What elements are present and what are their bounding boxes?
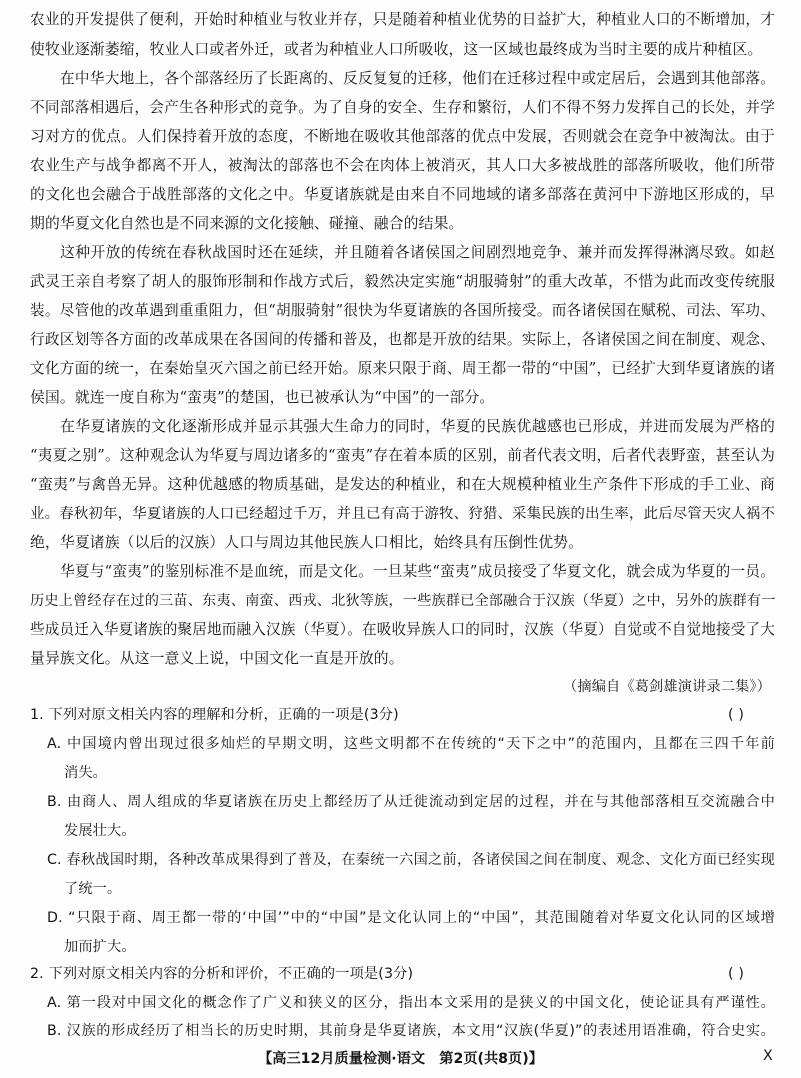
option-b-continued: 发展壮大。 <box>64 823 136 839</box>
passage-line: 业。春秋初年，华夏诸族的人口已经超过千万，并且已有高于游牧、狩猎、采集民族的出生率，此后尽管天灾人祸不 <box>30 506 775 522</box>
passage-line: “夷夏之别”。这种观念认为华夏与周边诸多的“蛮夷”存在着本质的区别，前者代表文明，后者代表野蛮，甚至认为 <box>30 447 775 464</box>
passage-line: 这种开放的传统在春秋战国时还在延续，并且随着各诸侯国之间剧烈地竞争、兼并而发挥得淋漓尽致。如赵 <box>60 244 775 261</box>
answer-blank: ( ) <box>728 707 745 723</box>
option-d: D. “只限于商、周王都一带的‘中国’”中的“中国”是文化认同上的“中国”，其范围随着对华夏文化认同的区域增 <box>47 910 775 926</box>
passage-line: 武灵王亲自考察了胡人的服饰形制和作战方式后，毅然决定实施“胡服骑射”的重大改革，不惜为此而改变传统服 <box>30 273 775 290</box>
passage-line: 侯国。就连一度自称为“蛮夷”的楚国，也已被承认为“中国”的一部分。 <box>30 389 495 406</box>
option-a: A. 中国境内曾出现过很多灿烂的早期文明，这些文明都不在传统的“天下之中”的范围内，且都在三四千年前 <box>47 736 775 752</box>
passage-line: 在华夏诸族的文化逐渐形成并显示其强大生命力的同时，华夏的民族优越感也已形成，并进而发展为严格的 <box>60 418 775 435</box>
option-b: B. 由商人、周人组成的华夏诸族在历史上都经历了从迁徙流动到定居的过程，并在与其他部落相互交流融合中 <box>47 794 775 810</box>
passage-line: “蛮夷”与禽兽无异。这种优越感的物质基础，是发达的种植业，和在大规模种植业生产条件下形成的手工业、商 <box>30 476 775 493</box>
footer-title: 【高三12月质量检测·语文 第2页(共8页)】 <box>258 1051 543 1067</box>
option-c-continued: 了统一。 <box>64 881 122 897</box>
passage-line: 在中华大地上，各个部落经历了长距离的、反反复复的迁移，他们在迁移过程中或定居后，会遇到其他部落。 <box>60 70 775 87</box>
passage-line: 农业生产与战争都离不开人，被淘汰的部落也不会在肉体上被消灭，其人口大多被战胜的部落所吸收，他们所带 <box>30 157 775 174</box>
page-footer <box>0 1048 801 1070</box>
answer-blank: ( ) <box>728 966 745 982</box>
passage-line: 行政区划等各方面的改革成果在各国间的传播和普及，也都是开放的结果。实际上，各诸侯国之间在制度、观念、 <box>30 331 775 348</box>
passage-line: 华夏与“蛮夷”的鉴别标准不是血统，而是文化。一旦某些“蛮夷”成员接受了华夏文化，就会成为华夏的一员。 <box>60 563 775 580</box>
passage-line: 绝，华夏诸族（以后的汉族）人口与周边其他民族人口相比，始终具有压倒性优势。 <box>30 534 584 551</box>
passage-line: 不同部落相遇后，会产生各种形式的竞争。为了自身的安全、生存和繁衍，人们不得不努力发挥自己的长处，并学 <box>30 99 775 116</box>
passage-line: 装。尽管他的改革遇到重重阻力，但“胡服骑射”很快为华夏诸族的各国所接受。而各诸侯国在赋税、司法、军功、 <box>30 302 775 319</box>
passage-line: 期的华夏文化自然也是不同来源的文化接触、碰撞、融合的结果。 <box>30 215 464 232</box>
passage-line: 些成员迁入华夏诸族的聚居地而融入汉族（华夏）。在吸收异族人口的同时，汉族（华夏）自觉或不自觉地接受了大 <box>30 621 775 638</box>
passage-line: 量异族文化。从这一意义上说，中国文化一直是开放的。 <box>30 650 404 667</box>
passage-line: 使牧业逐渐萎缩，牧业人口或者外迁，或者为种植业人口所吸收，这一区域也最终成为当时主要的成片种植区。 <box>30 41 763 58</box>
footer-version-mark: X <box>763 1048 773 1064</box>
option-d-continued: 加而扩大。 <box>64 939 136 955</box>
question-stem: 2. 下列对原文相关内容的分析和评价，不正确的一项是(3分) <box>30 966 414 982</box>
option-c: C. 春秋战国时期，各种改革成果得到了普及，在秦统一六国之前，各诸侯国之间在制度、观念、文化方面已经实现 <box>47 852 775 868</box>
passage-line: 农业的开发提供了便利，开始时种植业与牧业并存，只是随着种植业优势的日益扩大，种植业人口的不断增加，才 <box>30 11 775 28</box>
passage-source: （摘编自《葛剑雄演讲录二集》） <box>563 679 771 695</box>
option-a: A. 第一段对中国文化的概念作了广义和狭义的区分，指出本文采用的是狭义的中国文化，使论证具有严谨性。 <box>47 995 775 1011</box>
option-a-continued: 消失。 <box>64 765 108 781</box>
passage-line: 习对方的优点。人们保持着开放的态度，不断地在吸收其他部落的优点中发展，否则就会在竞争中被淘汰。由于 <box>30 128 775 145</box>
option-b: B. 汉族的形成经历了相当长的历史时期，其前身是华夏诸族，本文用“汉族(华夏)”的表述用语准确，符合史实。 <box>47 1023 775 1039</box>
question-stem: 1. 下列对原文相关内容的理解和分析，正确的一项是(3分) <box>30 707 399 723</box>
passage-line: 的文化也会融合于战胜部落的文化之中。华夏诸族就是由来自不同地域的诸多部落在黄河中下游地区形成的，早 <box>30 186 775 203</box>
passage-line: 历史上曾经存在过的三苗、东夷、南蛮、西戎、北狄等族，一些族群已全部融合于汉族（华夏）之中，另外的族群有一 <box>30 593 776 609</box>
passage-line: 文化方面的统一，在秦始皇灭六国之前已经开始。原来只限于商、周王都一带的“中国”，已经扩大到华夏诸族的诸 <box>30 360 775 377</box>
